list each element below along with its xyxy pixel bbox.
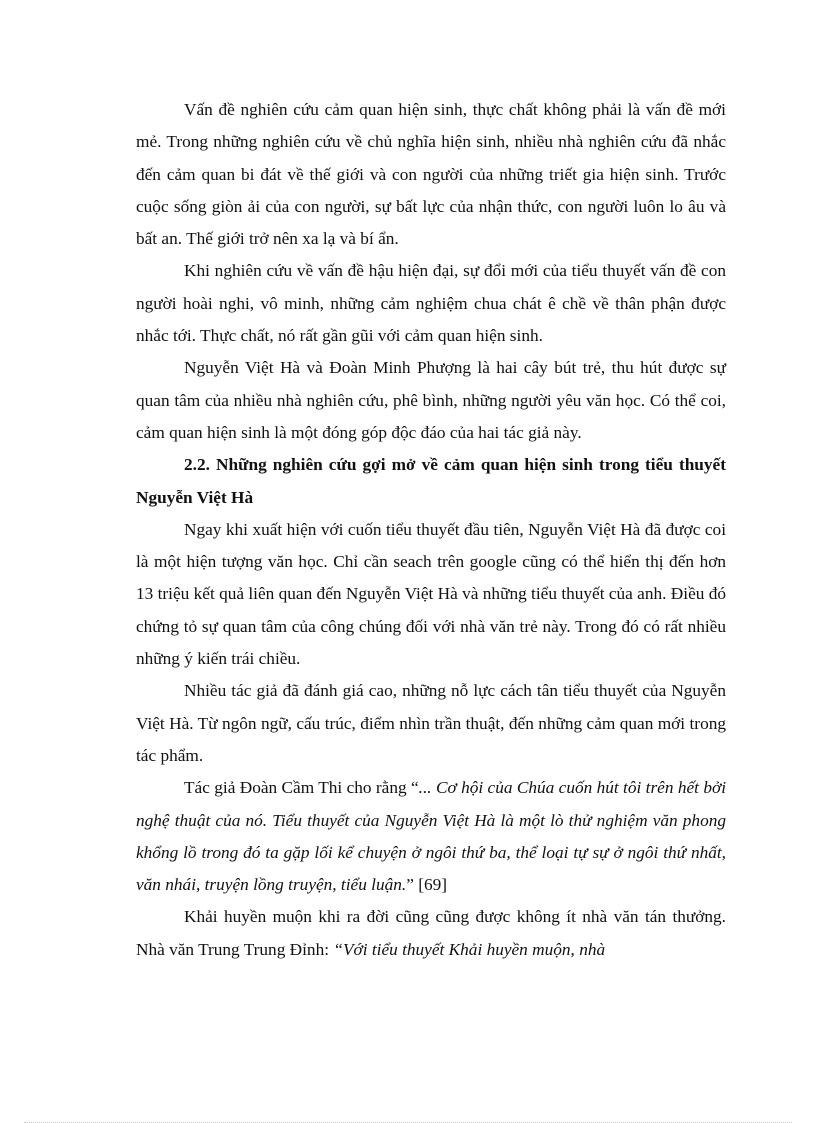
paragraph-3: Nguyễn Việt Hà và Đoàn Minh Phượng là hai cây bút trẻ, thu hút được sự quan tâm của nhiều nhà nghiên cứu, phê bình, những người yêu văn học. Có thể coi, cảm quan hiện sinh là một đóng góp độc đáo của hai tác giả này.	[136, 358, 726, 442]
last-quote: “Với tiểu thuyết Khải huyền muộn, nhà	[333, 939, 606, 959]
last-paragraph	[136, 901, 726, 966]
section-heading: 2.2. Những nghiên cứu gợi mở về cảm quan hiện sinh trong tiểu thuyết Nguyễn Việt Hà	[136, 455, 726, 507]
quote-tail: ” [69]	[406, 875, 448, 895]
last-lead: Khải huyền muộn khi ra đời cũng cũng được không ít nhà văn tán thưởng. Nhà văn Trung Trung Đỉnh:	[136, 907, 726, 959]
paragraph-4: Ngay khi xuất hiện với cuốn tiểu thuyết đầu tiên, Nguyễn Việt Hà đã được coi là một hiện tượng văn học. Chỉ cần seach trên google cũng có thể hiển thị đến hơn 13 triệu kết quả liên quan đến Nguyễn Việt Hà và những tiểu thuyết của anh. Điều đó chứng tỏ sự quan tâm của công chúng đối với nhà văn trẻ này. Trong đó có rất nhiều những ý kiến trái chiều.	[136, 519, 726, 669]
quote-text: ... Cơ hội của Chúa cuốn hút tôi trên hết bởi nghệ thuật của nó. Tiểu thuyết của Nguyễn Việt Hà là một lò thử nghiệm văn phong khổng lồ trong đó ta gặp lối kể chuyện ở ngôi thứ ba, thể loại tự sự ở ngôi thứ nhất, văn nhái, truyện lồng truyện, tiểu luận.	[136, 778, 726, 895]
quote-paragraph	[136, 772, 726, 901]
paragraph-5: Nhiều tác giả đã đánh giá cao, những nỗ lực cách tân tiểu thuyết của Nguyễn Việt Hà. Từ ngôn ngữ, cấu trúc, điểm nhìn trần thuật, đến những cảm quan mới trong tác phẩm.	[136, 681, 726, 765]
paragraph-2: Khi nghiên cứu về vấn đề hậu hiện đại, sự đổi mới của tiểu thuyết vấn đề con người hoài nghi, vô minh, những cảm nghiệm chua chát ê chề về thân phận được nhắc tới. Thực chất, nó rất gần gũi với cảm quan hiện sinh.	[136, 261, 726, 346]
quote-lead: Tác giả Đoàn Cầm Thi cho rằng “	[184, 778, 419, 798]
document-page	[136, 94, 726, 966]
paragraph-1: Vấn đề nghiên cứu cảm quan hiện sinh, thực chất không phải là vấn đề mới mẻ. Trong những nghiên cứu về chủ nghĩa hiện sinh, nhiều nhà nghiên cứu đã nhắc đến cảm quan bi đát về thế giới và con người của những triết gia hiện sinh. Trước cuộc sống giòn ải của con người, sự bất lực của nhận thức, con người luôn lo âu và bất an. Thế giới trở nên xa lạ và bí ẩn.	[136, 100, 726, 249]
